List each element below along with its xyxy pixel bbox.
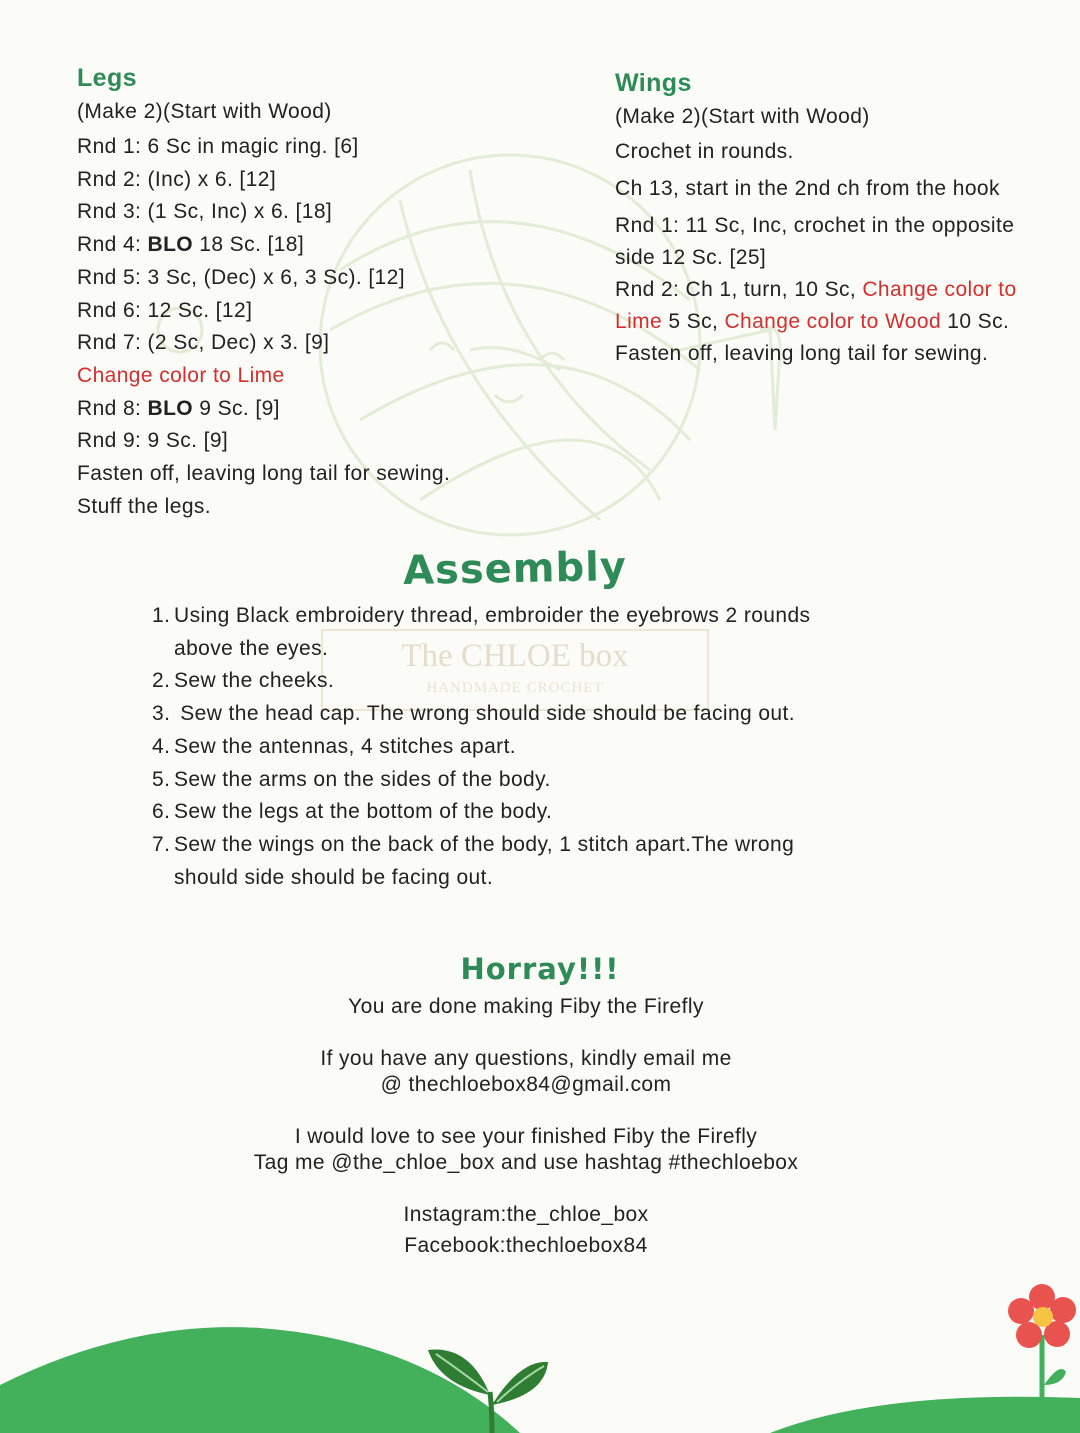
- horray-title: Horray!!!: [460, 952, 620, 986]
- share-text: I would love to see your finished Fiby the Firefly: [294, 1125, 758, 1148]
- instagram-handle: Instagram:the_chloe_box: [403, 1203, 649, 1226]
- wings-round-2-cont: Lime 5 Sc, Change color to Wood 10 Sc.: [615, 310, 1010, 333]
- legs-round: Rnd 7: (2 Sc, Dec) x 3. [9]: [77, 331, 330, 355]
- legs-round: Rnd 3: (1 Sc, Inc) x 6. [18]: [77, 200, 333, 224]
- closing-section: [0, 994, 1052, 1259]
- wings-section: [615, 69, 1055, 370]
- wings-title: Wings: [615, 69, 692, 97]
- watermark-brand: The CHLOE box: [401, 638, 629, 674]
- done-message: You are done making Fiby the Firefly: [348, 995, 704, 1018]
- legs-section: [77, 64, 450, 523]
- assembly-step: 5. Sew the arms on the sides of the body.: [152, 767, 551, 791]
- watermark-tagline: HANDMADE CROCHET: [426, 680, 604, 696]
- legs-round: Rnd 6: 12 Sc. [12]: [77, 298, 253, 322]
- hashtag-text: Tag me @the_chloe_box and use hashtag #thechloebox: [253, 1151, 799, 1174]
- hill-right: [770, 1397, 1080, 1433]
- legs-round: Rnd 5: 3 Sc, (Dec) x 6, 3 Sc). [12]: [77, 265, 405, 289]
- wings-instruction: Crochet in rounds.: [615, 140, 794, 163]
- assembly-step: 6. Sew the legs at the bottom of the body.: [152, 800, 553, 824]
- legs-round: Rnd 9: 9 Sc. [9]: [77, 429, 229, 453]
- wings-subtitle: (Make 2)(Start with Wood): [615, 105, 870, 128]
- wings-round-1-cont: side 12 Sc. [25]: [615, 246, 767, 269]
- assembly-step: 1. Using Black embroidery thread, embroider the eyebrows 2 rounds above the eyes.: [152, 604, 811, 660]
- legs-round: Rnd 8: BLO 9 Sc. [9]: [77, 396, 280, 420]
- assembly-step: 7. Sew the wings on the back of the body, 1 stitch apart.The wrong should side should be facing out.: [152, 832, 795, 889]
- wings-instruction: Fasten off, leaving long tail for sewing.: [615, 342, 989, 365]
- hill-left: [0, 1327, 520, 1433]
- wings-instruction: Ch 13, start in the 2nd ch from the hook: [615, 177, 1000, 200]
- assembly-step: 2. Sew the cheeks.: [152, 669, 335, 693]
- contact-email: @ thechloebox84@gmail.com: [380, 1073, 672, 1096]
- assembly-step: 4. Sew the antennas, 4 stitches apart.: [152, 734, 517, 758]
- questions-text: If you have any questions, kindly email me: [320, 1047, 732, 1070]
- legs-title: Legs: [77, 64, 137, 92]
- wings-round-2: Rnd 2: Ch 1, turn, 10 Sc, Change color to: [615, 278, 1017, 301]
- color-change-note: Lime: [615, 310, 663, 333]
- legs-round: Rnd 4: BLO 18 Sc. [18]: [77, 233, 305, 257]
- color-change-note: Change color to Lime: [77, 363, 285, 387]
- legs-round: Rnd 2: (Inc) x 6. [12]: [77, 167, 277, 191]
- legs-subtitle: (Make 2)(Start with Wood): [77, 100, 332, 123]
- color-change-note: Change color to Wood: [724, 310, 942, 333]
- legs-instruction: Fasten off, leaving long tail for sewing.: [77, 462, 451, 486]
- facebook-handle: Facebook:thechloebox84: [404, 1234, 648, 1257]
- assembly-steps: [152, 600, 872, 894]
- legs-round: Rnd 1: 6 Sc in magic ring. [6]: [77, 135, 359, 158]
- wings-round-1: Rnd 1: 11 Sc, Inc, crochet in the opposite: [615, 214, 1015, 237]
- assembly-title: Assembly: [402, 544, 628, 594]
- flower-icon: [1008, 1284, 1076, 1410]
- blo-label: BLO: [147, 233, 194, 257]
- blo-label: BLO: [147, 396, 194, 420]
- sprout-icon: [428, 1350, 548, 1433]
- color-change-note: Change color to: [862, 278, 1017, 301]
- legs-instruction: Stuff the legs.: [77, 494, 212, 518]
- assembly-step: 3. Sew the head cap. The wrong should side should be facing out.: [152, 702, 795, 726]
